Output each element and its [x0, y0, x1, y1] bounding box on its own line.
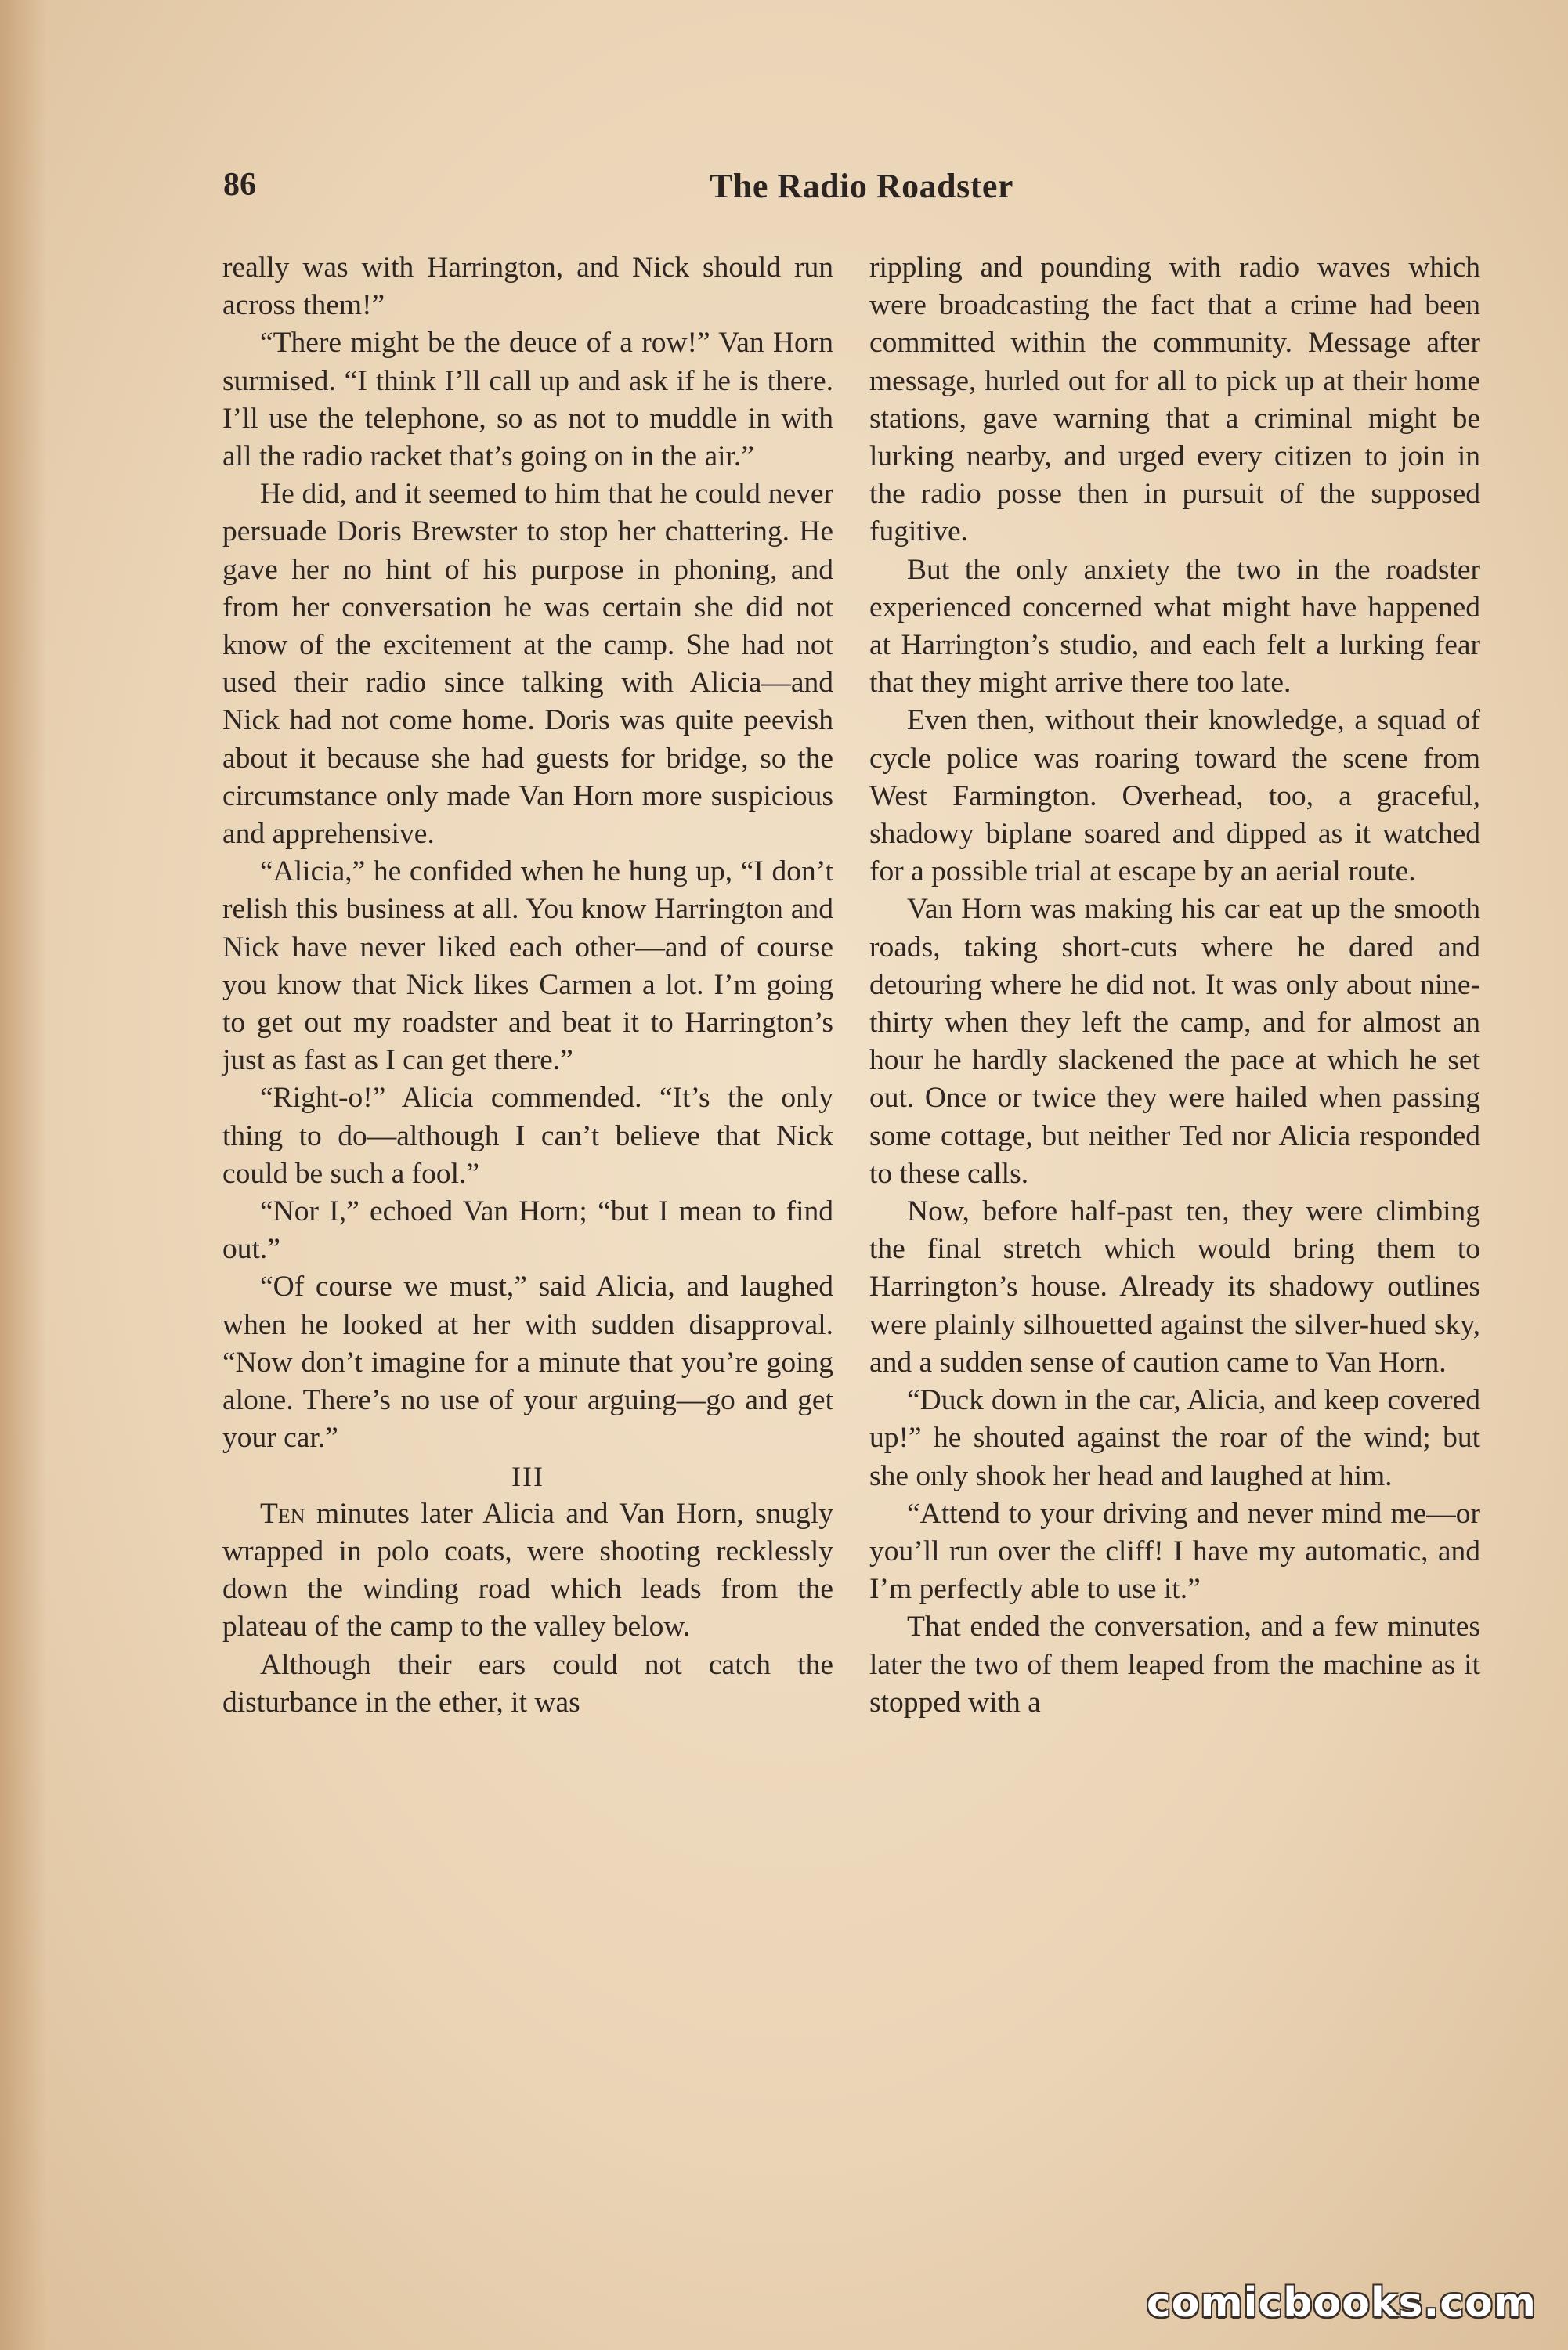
paragraph: “Of course we must,” said Alicia, and laughed when he looked at her with sudden disapproval. “Now don’t imagine for a minute that you’re going alone. There’s no use of your arguing—go and get your car.”: [222, 1271, 833, 1455]
paragraph: rippling and pounding with radio waves which were broadcasting the fact that a crime had been committed within the community. Message after message, hurled out for all to pick up at their home stations, gave warning that a criminal might be lurking nearby, and urged every citizen to join in the radio posse then in pursuit of the supposed fugitive.: [869, 251, 1480, 548]
section-first-rest: minutes later Alicia and Van Horn, snugly wrapped in polo coats, were shooting recklessly down the winding road which leads from the plateau of the camp to the valley below.: [222, 1497, 833, 1643]
watermark-logo: comicbooks.com: [1146, 2280, 1537, 2326]
page-edge-shadow: [0, 0, 47, 2350]
section-opening-paragraph: [222, 1495, 833, 1647]
paragraph: “Nor I,” echoed Van Horn; “but I mean to find out.”: [222, 1195, 833, 1266]
paragraph: He did, and it seemed to him that he could never persuade Doris Brewster to stop her chattering. He gave her no hint of his purpose in phoning, and from her conversation he was certain she did not know of the excitement at the camp. She had not used their radio since talking with Alicia—and Nick had not come home. Doris was quite peevish about it because she had guests for bridge, so the circumstance only made Van Horn more suspicious and apprehensive.: [222, 478, 833, 851]
paragraph: really was with Harrington, and Nick should run across them!”: [222, 251, 833, 322]
paragraph: Although their ears could not catch the disturbance in the ether, it was: [222, 1648, 833, 1719]
paragraph: Even then, without their knowledge, a squad of cycle police was roaring toward the scene from West Farmington. Overhead, too, a graceful, shadowy biplane soared and dipped as it watched for a possible trial at escape by an aerial route.: [869, 704, 1480, 888]
left-column: [222, 249, 833, 1722]
paragraph: Now, before half-past ten, they were climbing the final stretch which would bring them to Harrington’s house. Already its shadowy outlines were plainly silhouetted against the silver-hued sky, and a sudden sense of caution came to Van Horn.: [869, 1195, 1480, 1379]
paragraph: “Right-o!” Alicia commended. “It’s the only thing to do—although I can’t believe that Nick could be such a fool.”: [222, 1082, 833, 1190]
paragraph: “Duck down in the car, Alicia, and keep covered up!” he shouted against the roar of the wind; but she only shook her head and laughed at him.: [869, 1384, 1480, 1492]
paragraph: That ended the conversation, and a few minutes later the two of them leaped from the machine as it stopped with a: [869, 1611, 1480, 1719]
section-heading: III: [511, 1460, 544, 1492]
paragraph: “Attend to your driving and never mind me—or you’ll run over the cliff! I have my automatic, and I’m perfectly able to use it.”: [869, 1497, 1480, 1606]
right-column: [869, 249, 1480, 1722]
paragraph: “There might be the deuce of a row!” Van Horn surmised. “I think I’ll call up and ask if he is there. I’ll use the telephone, so as not to muddle in with all the radio racket that’s going on in the air.”: [222, 327, 833, 473]
paragraph: “Alicia,” he confided when he hung up, “I don’t relish this business at all. You know Harrington and Nick have never liked each other—and of course you know that Nick likes Carmen a lot. I’m going to get out my roadster and beat it to Harrington’s just as fast as I can get there.”: [222, 855, 833, 1077]
page-number: 86: [223, 167, 256, 203]
page-header: [223, 166, 1500, 213]
paragraph: Van Horn was making his car eat up the smooth roads, taking short-cuts where he dared and detouring where he did not. It was only about nine-thirty when they left the camp, and for almost an hour he hardly slackened the pace at which he set out. Once or twice they were hailed when passing some cottage, but neither Ted nor Alicia responded to these calls.: [869, 893, 1480, 1190]
paragraph: But the only anxiety the two in the roadster experienced concerned what might have happened at Harrington’s studio, and each felt a lurking fear that they might arrive there too late.: [869, 553, 1480, 700]
section-first-word: Ten: [260, 1497, 305, 1530]
running-title: The Radio Roadster: [710, 167, 1013, 205]
